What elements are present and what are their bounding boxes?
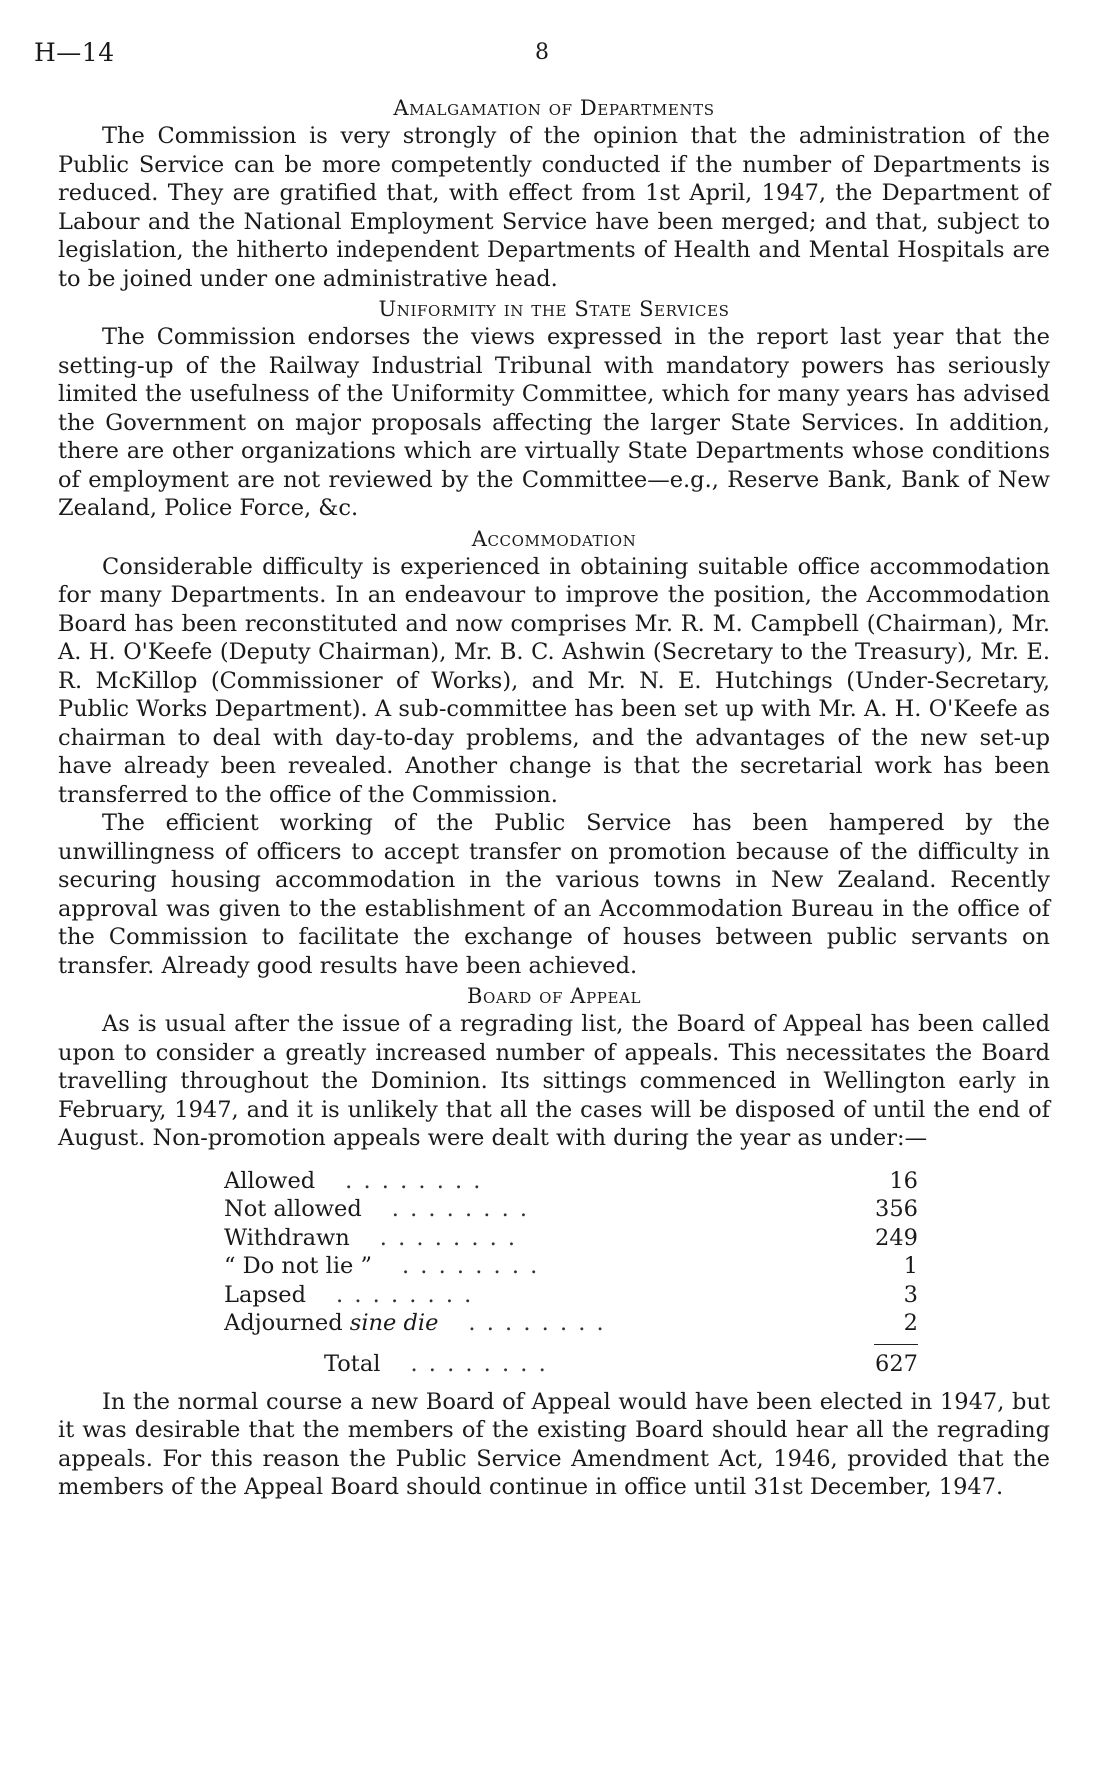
total-value: 627: [875, 1350, 918, 1377]
page-header: [34, 38, 1050, 78]
appeals-table: [224, 1167, 918, 1380]
paragraph: The Commission is very strongly of the opinion that the administration of the Public Service can be more competently conducted if the number of Departments is reduced. They are gratified that, with effect from 1st April, 1947, the Department of Labour and the National Employment Service have been merged; and that, subject to legislation, the hitherto independent Departments of Health and Mental Hospitals are to be joined under one administrative head.: [58, 123, 1050, 292]
table-row: [224, 1281, 918, 1310]
row-value: 3: [903, 1281, 918, 1308]
leader-dots: . . . . . . . .: [410, 1350, 548, 1377]
paragraph-closing: In the normal course a new Board of Appeal would have been elected in 1947, but it was desirable that the members of the existing Board should hear all the regrading appeals. For this reason the Public Service Amendment Act, 1946, provided that the members of the Appeal Board should continue in office until 31st December, 1947.: [58, 1388, 1050, 1500]
table-row: [224, 1195, 918, 1224]
paragraph: The efficient working of the Public Service has been hampered by the unwillingness of officers to accept transfer on promotion because of the difficulty in securing housing accommodation in the various towns in New Zealand. Recently approval was given to the establishment of an Accommodation Bureau in the office of the Commission to facilitate the exchange of houses between public servants on transfer. Already good results have been achieved.: [58, 810, 1050, 979]
row-label: Withdrawn: [224, 1224, 350, 1251]
table-row: [224, 1224, 918, 1253]
leader-dots: . . . . . . . .: [336, 1281, 474, 1308]
section-heading-uniformity: Uniformity in the State Services: [378, 297, 730, 321]
section-heading-board-of-appeal: Board of Appeal: [466, 984, 642, 1008]
row-value: 249: [875, 1224, 918, 1251]
table-row: [224, 1309, 918, 1338]
paragraph: Considerable difficulty is experienced in obtaining suitable office accommodation for many Departments. In an endeavour to improve the position, the Accommodation Board has been reconstituted and now comprises Mr. R. M. Campbell (Chairman), Mr. A. H. O'Keefe (Deputy Chairman), Mr. B. C. Ashwin (Secretary to the Treasury), Mr. E. R. McKillop (Commissioner of Works), and Mr. N. E. Hutchings (Under-Secretary, Public Works Department). A sub-committee has been set up with Mr. A. H. O'Keefe as chairman to deal with day-to-day problems, and the advantages of the new set-up have already been revealed. Another change is that the secretarial work has been transferred to the office of the Commission.: [58, 553, 1050, 808]
row-value: 16: [889, 1167, 918, 1194]
leader-dots: . . . . . . . .: [468, 1310, 606, 1336]
paragraph: The Commission endorses the views expressed in the report last year that the setting-up of the Railway Industrial Tribunal with mandatory powers has seriously limited the usefulness of the Uniformity Committee, which for many years has advised the Government on major proposals affecting the larger State Services. In addition, there are other organizations which are virtually State Departments whose conditions of employment are not reviewed by the Committee—e.g., Reserve Bank, Bank of New Zealand, Police Force, &c.: [58, 324, 1050, 521]
table-row: [224, 1252, 918, 1281]
page-body: [58, 92, 1050, 1502]
section-heading-amalgamation: Amalgamation of Departments: [393, 96, 715, 120]
row-value: 2: [903, 1310, 918, 1336]
leader-dots: . . . . . . . .: [345, 1167, 483, 1194]
total-label: Total: [324, 1350, 381, 1377]
leader-dots: . . . . . . . .: [402, 1253, 540, 1279]
section-heading-accommodation: Accommodation: [471, 526, 637, 551]
table-total-row: [224, 1348, 918, 1380]
row-label: Lapsed: [224, 1281, 307, 1308]
row-value: 1: [903, 1253, 918, 1279]
page-code: H—14: [34, 38, 115, 67]
paragraph: As is usual after the issue of a regrading list, the Board of Appeal has been called upon to consider a greatly increased number of appeals. This necessitates the Board travelling throughout the Dominion. Its sittings commenced in Wellington early in February, 1947, and it is unlikely that all the cases will be disposed of until the end of August. Non-promotion appeals were dealt with during the year as under:—: [58, 1011, 1050, 1151]
row-label: “ Do not lie ”: [224, 1253, 372, 1279]
table-row: [224, 1167, 918, 1196]
row-label: Allowed: [224, 1167, 316, 1194]
leader-dots: . . . . . . . .: [379, 1224, 518, 1251]
row-label: Adjourned: [224, 1310, 343, 1336]
row-label: Not allowed: [224, 1196, 362, 1222]
leader-dots: . . . . . . . .: [391, 1196, 530, 1222]
page-number: 8: [535, 40, 549, 65]
row-value: 356: [875, 1196, 918, 1222]
row-label-italic: sine die: [349, 1310, 439, 1336]
